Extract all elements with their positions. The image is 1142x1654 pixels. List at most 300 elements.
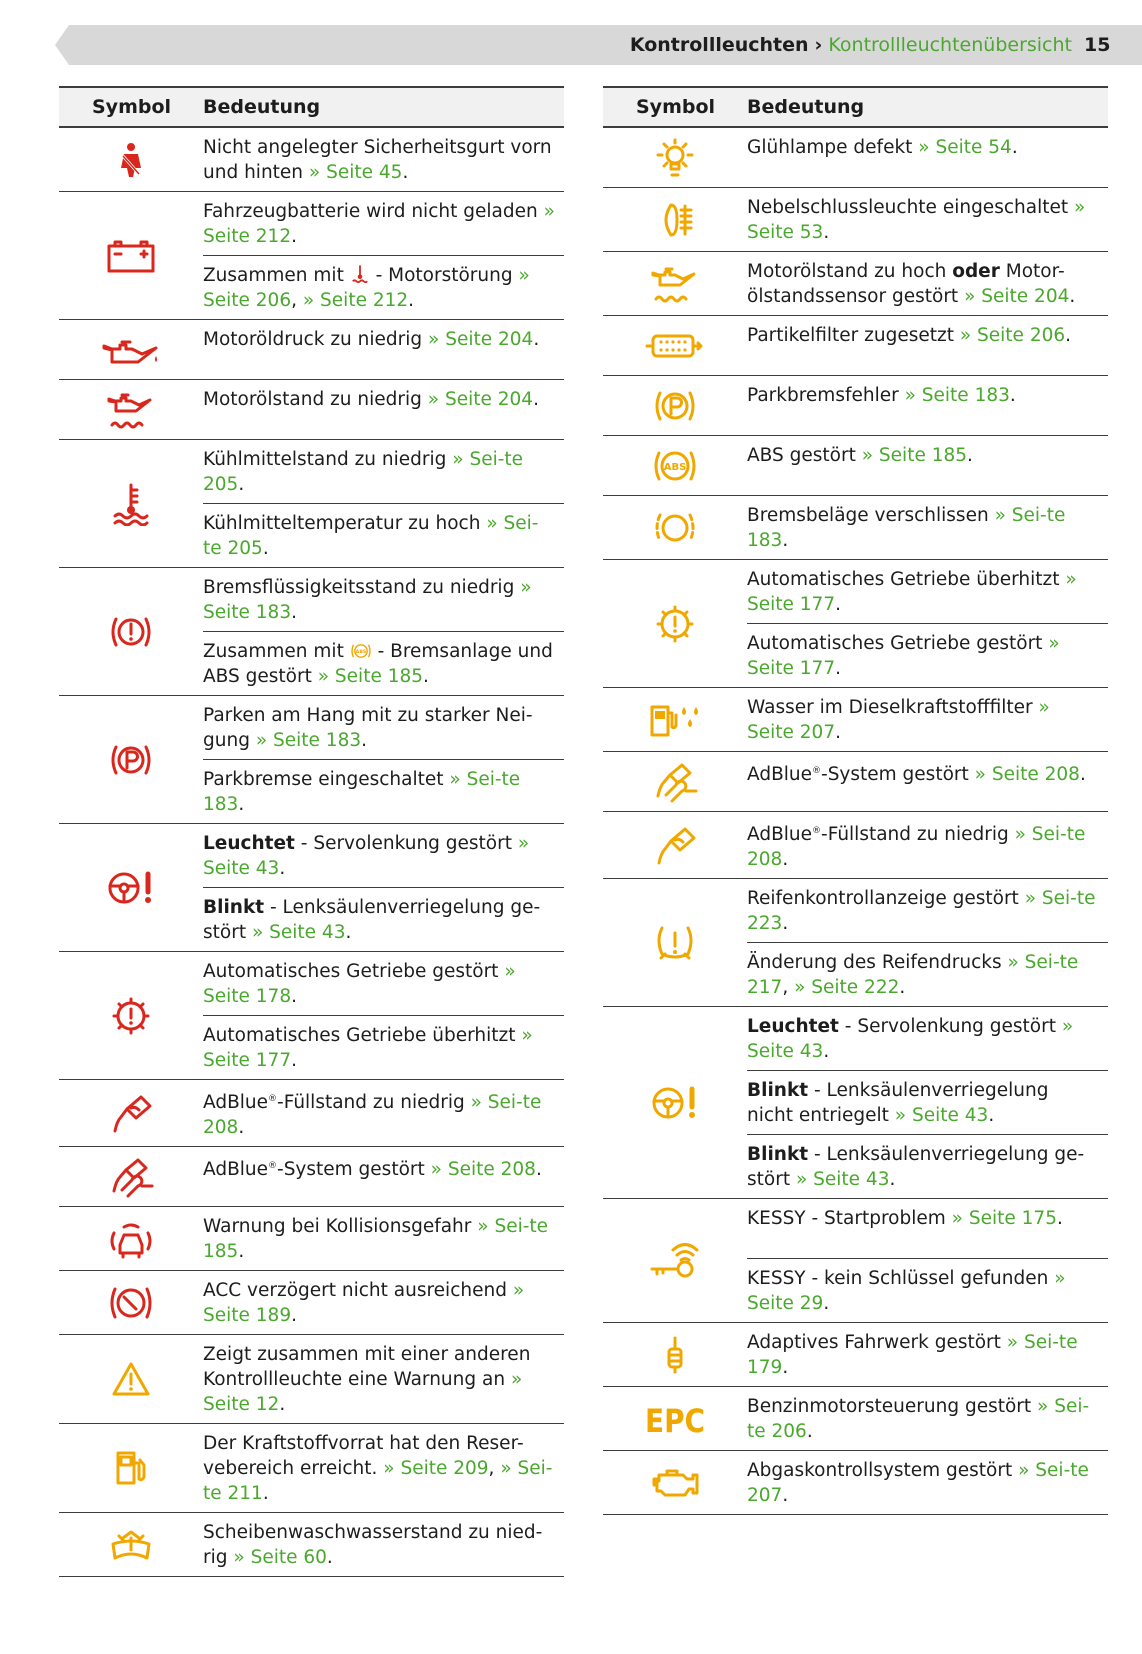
page-reference-link[interactable]: » Seite 183 [255, 730, 362, 751]
meaning-text: . [988, 1105, 995, 1127]
meaning-text: AdBlue [203, 1092, 269, 1114]
meaning-text: Zusammen mit [203, 265, 350, 286]
page-reference-link[interactable]: » Seite 60 [233, 1547, 327, 1569]
registered-mark: ® [268, 1161, 278, 1172]
meaning-text: . [782, 1485, 789, 1507]
meaning-text: . [291, 226, 297, 247]
meaning-entry [203, 1335, 564, 1423]
meaning-entry [747, 1007, 1108, 1070]
meaning-text: - Lenksäulenverriegelung ge-stört [203, 897, 541, 943]
table-row [603, 316, 1108, 376]
meaning-entry [203, 759, 564, 823]
meaning-entry [747, 942, 1108, 1006]
meaning-cell [203, 192, 564, 319]
meaning-text: . [291, 602, 297, 623]
meaning-text: , [291, 290, 303, 311]
meaning-text: Benzinmotorsteuerung gestört [747, 1396, 1038, 1418]
table-row [603, 688, 1108, 752]
meaning-cell [747, 1007, 1108, 1198]
meaning-entry [203, 255, 564, 319]
page-reference-link[interactable]: » Seite 212 [302, 290, 409, 311]
registered-mark: ® [268, 1094, 278, 1104]
meaning-cell [747, 1199, 1108, 1322]
page-reference-link[interactable]: » Sei-te 223 [747, 888, 1096, 935]
page-reference-link[interactable]: » Seite 183 [904, 385, 1010, 406]
meaning-text: . [1079, 764, 1086, 786]
meaning-cell [203, 1335, 564, 1423]
bold-label: Blinkt [747, 1080, 809, 1102]
tyre-pressure-icon [603, 879, 747, 1006]
meaning-text: . [326, 1547, 333, 1569]
meaning-text: - Lenksäulenverriegelung nicht entriegelt [747, 1080, 1049, 1127]
meaning-cell [747, 560, 1108, 687]
page-reference-link[interactable]: » Seite 43 [747, 1016, 1074, 1063]
column-header-symbol: Symbol [92, 96, 172, 118]
meaning-cell [203, 1147, 564, 1206]
meaning-text: Motorölstand zu hoch [747, 261, 953, 282]
meaning-text: -System gestört [277, 1159, 431, 1181]
meaning-text: - Motorstörung [369, 265, 519, 286]
meaning-text: . [823, 222, 830, 243]
warning-triangle-icon [59, 1335, 203, 1423]
meaning-text: . [262, 538, 269, 559]
parking-brake-fault-icon [603, 376, 747, 435]
meaning-text: Warnung bei Kollisionsgefahr [203, 1216, 478, 1238]
table-row [603, 1387, 1108, 1451]
table-row [59, 380, 564, 440]
meaning-text: . [238, 794, 245, 815]
meaning-entry [747, 496, 1108, 559]
page-reference-link[interactable]: » Seite 45 [308, 162, 403, 183]
meaning-text: Änderung des Reifendrucks [747, 952, 1008, 974]
table-row [603, 879, 1108, 1007]
abs-icon [603, 436, 747, 495]
oil-pressure-icon [59, 320, 203, 379]
bold-label: Blinkt [203, 897, 265, 918]
table-row [603, 560, 1108, 688]
table-header [603, 86, 1108, 128]
page-reference-link[interactable]: » Sei-te 206 [747, 1396, 1090, 1443]
table-row [603, 1007, 1108, 1199]
meaning-text: Automatisches Getriebe überhitzt [203, 1025, 522, 1046]
meaning-text: Bremsbeläge verschlissen [747, 505, 995, 526]
page-reference-link[interactable]: » Seite 204 [964, 286, 1070, 307]
page-reference-link[interactable]: » Seite 29 [747, 1268, 1066, 1315]
table-row [59, 696, 564, 824]
meaning-cell [747, 316, 1108, 375]
water-in-fuel-icon [603, 688, 747, 751]
meaning-entry [203, 320, 564, 379]
meaning-text: . [823, 1041, 830, 1063]
meaning-text: . [835, 658, 841, 679]
meaning-cell [203, 696, 564, 823]
oil-level-high-icon [603, 252, 747, 315]
meaning-text: KESSY - Startproblem [747, 1208, 952, 1230]
meaning-entry [747, 1387, 1108, 1450]
table-row [59, 1513, 564, 1577]
meaning-cell [747, 1323, 1108, 1386]
meaning-cell [747, 752, 1108, 811]
page-number: 15 [1084, 34, 1111, 56]
meaning-cell [203, 1207, 564, 1270]
breadcrumb [630, 25, 1072, 65]
adblue-fault-icon [59, 1147, 203, 1206]
meaning-text: Parkbremsfehler [747, 385, 905, 406]
right-table [603, 86, 1108, 1515]
page-reference-link[interactable]: » Sei-te 185 [203, 1216, 549, 1263]
meaning-text: . [291, 986, 297, 1007]
meaning-entry [747, 1134, 1108, 1198]
table-row [603, 376, 1108, 436]
meaning-entry [747, 1199, 1108, 1258]
registered-mark: ® [812, 766, 822, 776]
meaning-text: -Füllstand zu niedrig [277, 1092, 471, 1114]
meaning-text: . [533, 329, 540, 350]
meaning-text: Motoröldruck zu niedrig [203, 329, 429, 350]
meaning-text: Automatisches Getriebe überhitzt [747, 569, 1066, 590]
page-reference-link[interactable]: » Sei-te 217 [747, 952, 1079, 999]
battery-icon [59, 192, 203, 319]
page-reference-link[interactable]: » Seite 43 [203, 833, 530, 879]
meaning-entry [747, 879, 1108, 942]
meaning-entry [747, 436, 1108, 495]
page-reference-link[interactable]: » Sei-te 205 [203, 513, 539, 559]
meaning-entry [203, 192, 564, 255]
meaning-text: . [535, 1159, 542, 1181]
meaning-entry [203, 1513, 564, 1576]
meaning-text: . [782, 849, 789, 871]
meaning-cell [747, 128, 1108, 187]
page-reference-link[interactable]: » Seite 183 [203, 577, 532, 623]
meaning-cell [747, 376, 1108, 435]
meaning-text: . [279, 1394, 286, 1416]
registered-mark: ® [812, 826, 822, 836]
meaning-entry [203, 568, 564, 631]
meaning-text: . [782, 1357, 789, 1379]
adblue-level-icon [59, 1080, 203, 1146]
meaning-text: Kühlmitteltemperatur zu hoch [203, 513, 487, 534]
table-row [603, 1451, 1108, 1515]
page-reference-link[interactable]: » Sei-te 208 [747, 824, 1086, 871]
bulb-icon [603, 128, 747, 187]
table-row [603, 436, 1108, 496]
meaning-text: . [1011, 137, 1018, 158]
meaning-entry [203, 1424, 564, 1512]
key-icon [603, 1199, 747, 1322]
page-reference-link[interactable]: » Seite 206 [203, 265, 530, 311]
meaning-cell [747, 252, 1108, 315]
meaning-text: . [899, 977, 906, 999]
meaning-text: Glühlampe defekt [747, 137, 919, 158]
meaning-entry [203, 887, 564, 951]
page-reference-link[interactable]: » Seite 209 [383, 1458, 489, 1480]
svg-text:ABS: ABS [355, 649, 367, 655]
meaning-text: . [823, 1293, 830, 1315]
breadcrumb-subsection[interactable]: Kontrollleuchtenübersicht [828, 34, 1072, 56]
meaning-cell [747, 188, 1108, 251]
page-reference-link[interactable]: » Seite 185 [861, 445, 968, 466]
meaning-cell [203, 1513, 564, 1576]
meaning-text: Abgaskontrollsystem gestört [747, 1460, 1019, 1482]
meaning-cell [747, 1451, 1108, 1514]
meaning-text: Wasser im Dieselkraftstofffilter [747, 697, 1039, 718]
svg-text:ABS: ABS [663, 461, 687, 473]
table-row [603, 1199, 1108, 1323]
meaning-cell [203, 1271, 564, 1334]
page-reference-link[interactable]: » Seite 53 [747, 197, 1086, 243]
page-reference-link[interactable]: » Seite 177 [203, 1025, 533, 1071]
meaning-text: . [291, 1305, 297, 1327]
meaning-cell [203, 128, 564, 191]
table-row [59, 1424, 564, 1513]
left-table [59, 86, 564, 1577]
meaning-text: . [1056, 1208, 1063, 1230]
fuel-icon [59, 1424, 203, 1512]
table-row [59, 1080, 564, 1147]
meaning-text: AdBlue [747, 824, 813, 846]
page-reference-link[interactable]: » Seite 177 [747, 569, 1077, 615]
meaning-text: , [488, 1458, 501, 1480]
meaning-text: AdBlue [747, 764, 813, 786]
meaning-entry [747, 252, 1108, 315]
meaning-entry [203, 696, 564, 759]
meaning-cell [747, 688, 1108, 751]
bold-label: Leuchtet [747, 1016, 839, 1038]
bold-label: Leuchtet [203, 833, 295, 854]
page-reference-link[interactable]: » Sei-te 183 [747, 505, 1066, 551]
meaning-text: Parkbremse eingeschaltet [203, 769, 450, 790]
meaning-text: Scheibenwaschwasserstand zu nied-rig [203, 1522, 543, 1569]
meaning-cell [747, 1387, 1108, 1450]
table-row [59, 952, 564, 1080]
bold-label: oder [952, 261, 1000, 282]
meaning-entry [747, 812, 1108, 878]
page-reference-link[interactable]: » Seite 43 [795, 1169, 890, 1191]
table-row [59, 440, 564, 568]
meaning-text: Nicht angelegter Sicherheitsgurt vorn und hinten [203, 137, 552, 183]
table-body [603, 128, 1108, 1515]
meaning-entry [747, 376, 1108, 435]
meaning-entry [203, 1271, 564, 1334]
page-reference-link[interactable]: » Seite 43 [251, 922, 346, 943]
meaning-text: . [782, 530, 789, 551]
meaning-text: Kühlmittelstand zu niedrig [203, 449, 453, 470]
table-row [59, 824, 564, 952]
meaning-cell [203, 952, 564, 1079]
page-reference-link[interactable]: » Sei-te 207 [747, 1460, 1089, 1507]
meaning-text: Zeigt zusammen mit einer anderen Kontrollleuchte eine Warnung an [203, 1344, 531, 1391]
page-reference-link[interactable]: » Seite 43 [894, 1105, 989, 1127]
meaning-text: Adaptives Fahrwerk gestört [747, 1332, 1007, 1354]
table-row [59, 320, 564, 380]
page-reference-link[interactable]: » Sei-te 205 [203, 449, 524, 495]
column-header-symbol: Symbol [636, 96, 716, 118]
page-reference-link[interactable]: » Seite 208 [430, 1159, 536, 1181]
page-reference-link[interactable]: » Seite 178 [203, 961, 516, 1007]
meaning-entry [203, 952, 564, 1015]
meaning-text: Zusammen mit [203, 641, 350, 662]
acc-brake-icon [59, 1271, 203, 1334]
abs-inline-icon-wrapper [350, 641, 372, 662]
meaning-text: Fahrzeugbatterie wird nicht geladen [203, 201, 544, 222]
meaning-text: - Servolenkung gestört [838, 1016, 1062, 1038]
svg-text:EPC: EPC [645, 1401, 705, 1439]
meaning-text: Automatisches Getriebe gestört [747, 633, 1049, 654]
gearbox-icon [59, 952, 203, 1079]
table-row [603, 128, 1108, 188]
page-reference-link[interactable]: » Seite 204 [428, 329, 534, 350]
meaning-text: . [835, 722, 841, 743]
page-reference-link[interactable]: » Sei-te 179 [747, 1332, 1078, 1379]
meaning-entry [203, 128, 564, 191]
meaning-text: Motor-ölstandssensor gestört [747, 261, 1065, 307]
meaning-text: Parken am Hang mit zu starker Nei-gung [203, 705, 533, 751]
collision-warning-icon [59, 1207, 203, 1270]
meaning-text: . [835, 594, 841, 615]
meaning-text: ACC verzögert nicht ausreichend [203, 1280, 513, 1302]
meaning-text: - Bremsanlage und ABS gestört [203, 641, 553, 687]
meaning-text: Der Kraftstoffvorrat hat den Reser-vebereich erreicht. [203, 1433, 524, 1480]
meaning-entry [203, 1015, 564, 1079]
meaning-entry [747, 688, 1108, 751]
meaning-entry [203, 1147, 564, 1206]
meaning-cell [203, 824, 564, 951]
breadcrumb-separator: › [814, 34, 823, 56]
column-header-meaning: Bedeutung [747, 96, 865, 118]
meaning-text: -System gestört [821, 764, 975, 786]
page-reference-link[interactable]: » Seite 206 [959, 325, 1066, 346]
meaning-text: . [291, 1050, 297, 1071]
meaning-cell [203, 568, 564, 695]
table-row [59, 128, 564, 192]
meaning-text: ABS gestört [747, 445, 862, 466]
page-reference-link[interactable]: » Seite 54 [918, 137, 1012, 158]
coolant-inline-icon [350, 264, 370, 284]
table-row [59, 568, 564, 696]
meaning-cell [747, 436, 1108, 495]
coolant-icon [59, 440, 203, 567]
parking-brake-icon [59, 696, 203, 823]
meaning-text: Bremsflüssigkeitsstand zu niedrig [203, 577, 521, 598]
meaning-text: . [782, 913, 789, 935]
meaning-entry [747, 316, 1108, 375]
engine-icon [603, 1451, 747, 1514]
brake-pads-icon [603, 496, 747, 559]
gearbox-icon [603, 560, 747, 687]
meaning-entry [203, 631, 564, 695]
meaning-text: Automatisches Getriebe gestört [203, 961, 505, 982]
meaning-text: KESSY - kein Schlüssel gefunden [747, 1268, 1055, 1290]
page-reference-link[interactable]: » Seite 207 [747, 697, 1050, 743]
meaning-cell [203, 1080, 564, 1146]
meaning-text: . [238, 1117, 245, 1139]
table-row [603, 188, 1108, 252]
page-reference-link[interactable]: » Seite 185 [317, 666, 424, 687]
meaning-text: . [1065, 325, 1072, 346]
abs-inline-icon [350, 642, 372, 660]
bold-label: Blinkt [747, 1144, 809, 1166]
brake-fluid-icon [59, 568, 203, 695]
meaning-entry [203, 1080, 564, 1146]
page-reference-link[interactable]: » Seite 212 [203, 201, 555, 247]
table-row [59, 1207, 564, 1271]
column-header-meaning: Bedeutung [203, 96, 321, 118]
table-row [59, 1271, 564, 1335]
steering-icon [603, 1007, 747, 1198]
meaning-cell [203, 1424, 564, 1512]
meaning-text: , [782, 977, 795, 999]
page-reference-link[interactable]: » Seite 12 [203, 1369, 523, 1416]
page-reference-link[interactable]: » Seite 177 [747, 633, 1060, 679]
table-header [59, 86, 564, 128]
meaning-text: Partikelfilter zugesetzt [747, 325, 960, 346]
meaning-text: Nebelschlussleuchte eingeschaltet [747, 197, 1074, 218]
meaning-text: . [967, 445, 973, 466]
meaning-text: - Lenksäulenverriegelung ge-stört [747, 1144, 1085, 1191]
meaning-cell [747, 812, 1108, 878]
meaning-entry [203, 824, 564, 887]
oil-level-icon [59, 380, 203, 439]
page-reference-link[interactable]: » Seite 175 [951, 1208, 1057, 1230]
meaning-entry [747, 128, 1108, 187]
meaning-text: . [423, 666, 429, 687]
epc-icon [603, 1387, 747, 1450]
steering-icon [59, 824, 203, 951]
meaning-text: . [238, 1241, 245, 1263]
meaning-entry [203, 1207, 564, 1270]
page-reference-link[interactable]: » Seite 208 [974, 764, 1080, 786]
meaning-entry [747, 623, 1108, 687]
coolant-inline-icon-wrapper [350, 265, 370, 286]
meaning-text: Reifenkontrollanzeige gestört [747, 888, 1025, 910]
page-reference-link[interactable]: » Seite 204 [427, 389, 534, 410]
page-reference-link[interactable]: » Seite 222 [794, 977, 900, 999]
table-row [59, 192, 564, 320]
meaning-text: . [1069, 286, 1076, 307]
table-row [603, 252, 1108, 316]
meaning-text: AdBlue [203, 1159, 269, 1181]
meaning-cell [203, 380, 564, 439]
breadcrumb-section[interactable]: Kontrollleuchten [629, 34, 809, 56]
meaning-text: . [279, 858, 286, 879]
meaning-text: . [361, 730, 368, 751]
page-reference-link[interactable]: » Sei-te 208 [203, 1092, 542, 1139]
meaning-entry [747, 752, 1108, 811]
meaning-cell [747, 496, 1108, 559]
adaptive-chassis-icon [603, 1323, 747, 1386]
meaning-text: -Füllstand zu niedrig [821, 824, 1015, 846]
meaning-text: . [1009, 385, 1016, 406]
page-reference-link[interactable]: » Seite 189 [203, 1280, 525, 1327]
adblue-level-icon [603, 812, 747, 878]
meaning-text: . [533, 389, 539, 410]
meaning-text: . [806, 1421, 813, 1443]
meaning-text: Motorölstand zu niedrig [203, 389, 428, 410]
meaning-cell [203, 440, 564, 567]
meaning-entry [747, 188, 1108, 251]
page-reference-link[interactable]: » Sei-te 183 [203, 769, 521, 815]
meaning-entry [203, 503, 564, 567]
washer-fluid-icon [59, 1513, 203, 1576]
meaning-entry [747, 1070, 1108, 1134]
table-row [603, 496, 1108, 560]
meaning-entry [203, 380, 564, 439]
meaning-entry [203, 440, 564, 503]
table-row [59, 1335, 564, 1424]
table-row [603, 752, 1108, 812]
table-row [603, 1323, 1108, 1387]
page-reference-link[interactable]: » Sei-te 211 [203, 1458, 553, 1505]
